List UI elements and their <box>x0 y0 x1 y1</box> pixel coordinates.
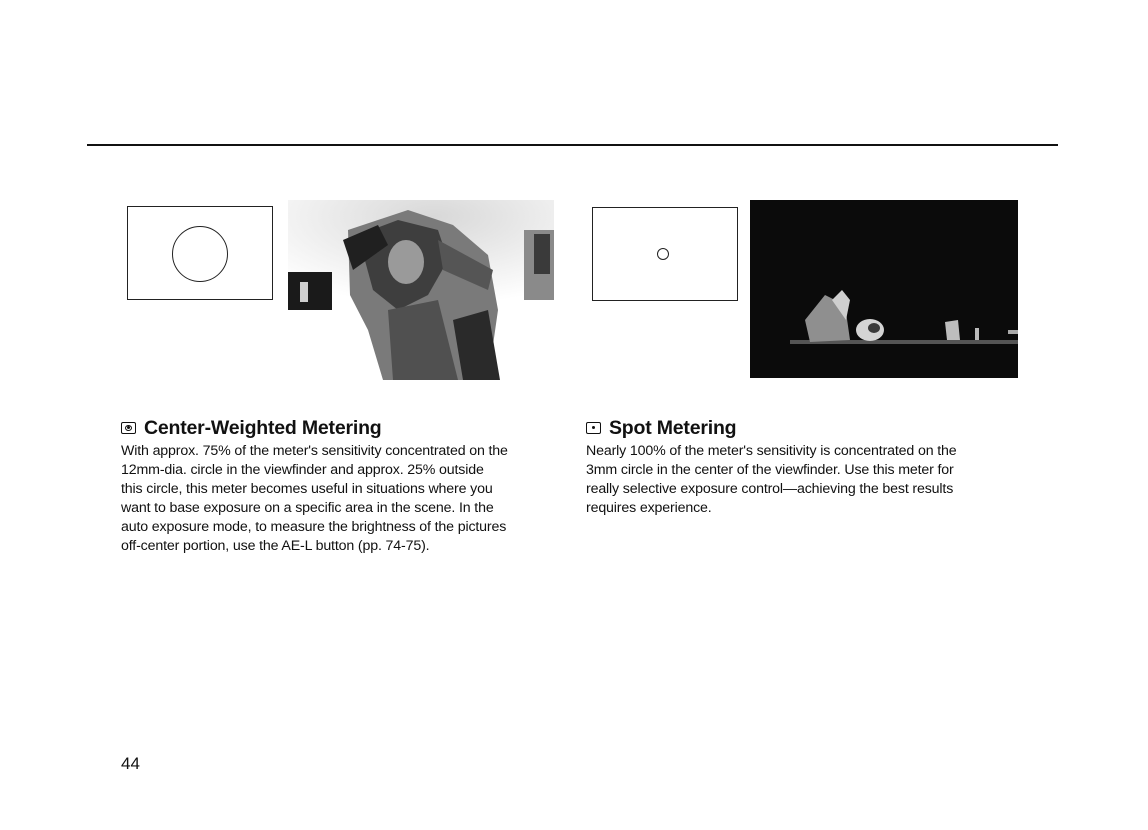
center-weighted-text-line: With approx. 75% of the meter's sensitivity concentrated on the <box>121 443 508 459</box>
spot-circle <box>657 248 669 260</box>
center-weighted-metering-icon <box>121 422 136 434</box>
center-weighted-photo <box>288 200 554 380</box>
page-number: 44 <box>121 754 140 773</box>
spot-heading <box>586 416 957 440</box>
spot-viewfinder-diagram <box>592 207 738 301</box>
spot-metering-icon <box>586 422 601 434</box>
center-weighted-text-line: auto exposure mode, to measure the brightness of the pictures <box>121 519 507 535</box>
center-weighted-section <box>121 416 508 556</box>
center-weighted-text-line: off-center portion, use the AE-L button (pp. 74-75). <box>121 538 430 554</box>
spot-text-line: 3mm circle in the center of the viewfinder. Use this meter for <box>586 462 954 478</box>
spot-text-line: really selective exposure control—achieving the best results <box>586 481 954 497</box>
spot-section <box>586 416 957 518</box>
center-weighted-title: Center-Weighted Metering <box>144 417 382 439</box>
center-weighted-viewfinder-diagram <box>127 206 273 300</box>
spot-text-line: requires experience. <box>586 500 712 516</box>
spot-title: Spot Metering <box>609 417 737 439</box>
center-weighted-text-line: this circle, this meter becomes useful in situations where you <box>121 481 493 497</box>
top-rule <box>87 144 1058 146</box>
center-weighted-text-line: want to base exposure on a specific area in the scene. In the <box>121 500 494 516</box>
spot-text-line: Nearly 100% of the meter's sensitivity is concentrated on the <box>586 443 957 459</box>
center-weighted-circle <box>172 226 228 282</box>
spot-photo <box>750 200 1018 378</box>
center-weighted-text-line: 12mm-dia. circle in the viewfinder and approx. 25% outside <box>121 462 484 478</box>
center-weighted-heading <box>121 416 508 440</box>
